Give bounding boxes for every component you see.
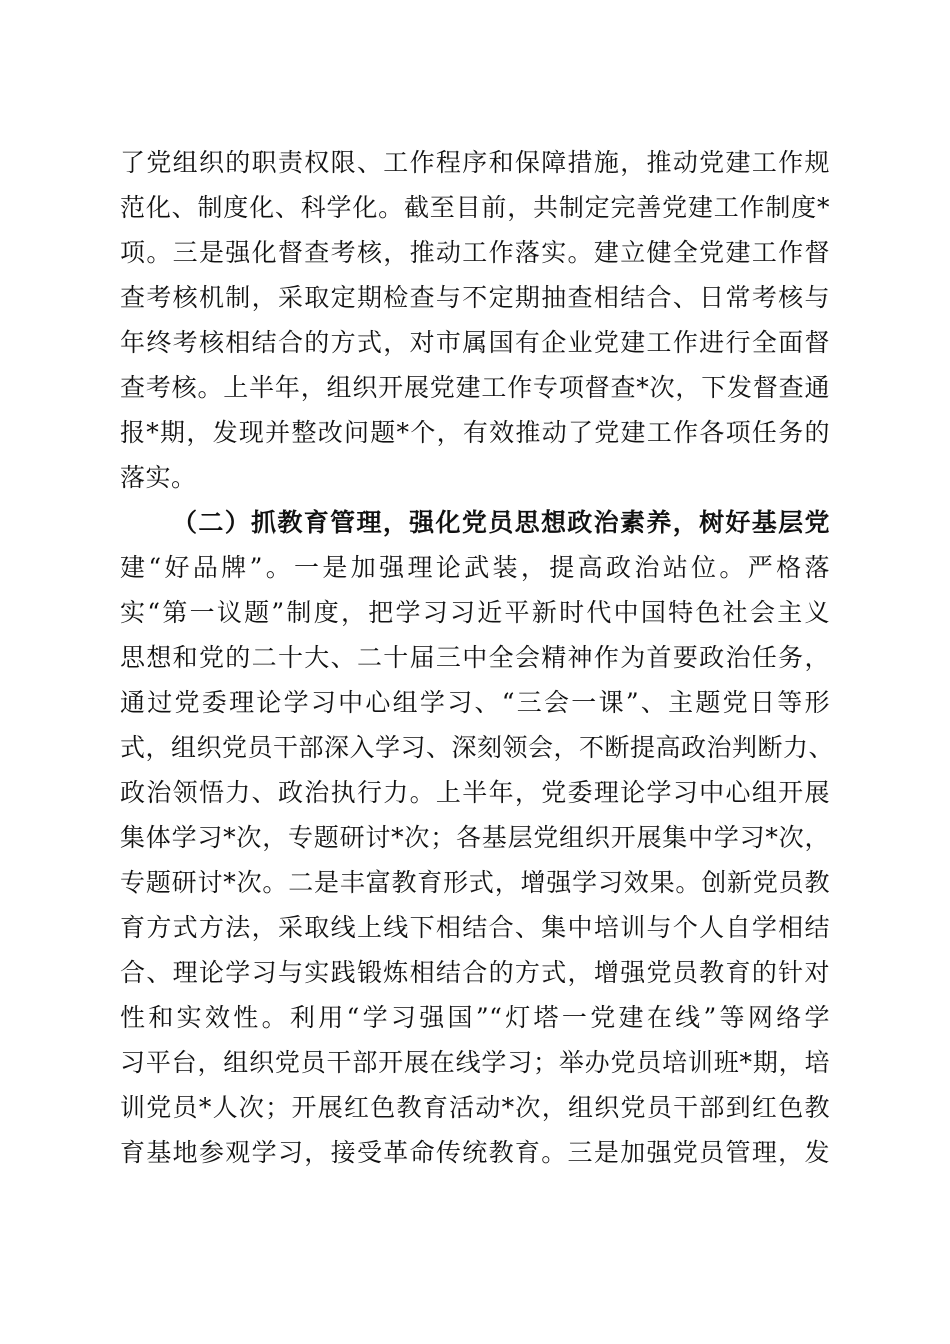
paragraph-line: 育方式方法，采取线上线下相结合、集中培训与个人自学相结	[120, 913, 830, 942]
paragraph-line: 集体学习*次，专题研讨*次；各基层党组织开展集中学习*次，	[120, 823, 830, 852]
paragraph-line: 政治领悟力、政治执行力。上半年，党委理论学习中心组开展	[120, 778, 830, 807]
paragraph-line: 育基地参观学习，接受革命传统教育。三是加强党员管理，发	[120, 1138, 830, 1167]
paragraph-line: 性和实效性。利用“学习强国”“灯塔一党建在线”等网络学	[120, 1003, 830, 1032]
paragraph-line: 范化、制度化、科学化。截至目前，共制定完善党建工作制度*	[120, 193, 830, 222]
paragraph-1	[120, 140, 830, 500]
section-heading-line: （二）抓教育管理，强化党员思想政治素养，树好基层党	[172, 508, 830, 537]
paragraph-line: 查考核。上半年，组织开展党建工作专项督查*次，下发督查通	[120, 373, 830, 402]
paragraph-line: 建“好品牌”。一是加强理论武装，提高政治站位。严格落	[120, 553, 830, 582]
paragraph-line: 训党员*人次；开展红色教育活动*次，组织党员干部到红色教	[120, 1093, 830, 1122]
paragraph-line: 年终考核相结合的方式，对市属国有企业党建工作进行全面督	[120, 328, 830, 357]
paragraph-line: 合、理论学习与实践锻炼相结合的方式，增强党员教育的针对	[120, 958, 830, 987]
document-body	[120, 140, 835, 1175]
paragraph-line: 专题研讨*次。二是丰富教育形式，增强学习效果。创新党员教	[120, 868, 830, 897]
paragraph-2	[120, 500, 835, 1175]
paragraph-line: 通过党委理论学习中心组学习、“三会一课”、主题党日等形	[120, 688, 830, 717]
paragraph-line: 思想和党的二十大、二十届三中全会精神作为首要政治任务，	[120, 643, 830, 672]
paragraph-line: 项。三是强化督查考核，推动工作落实。建立健全党建工作督	[120, 238, 830, 267]
paragraph-line: 习平台，组织党员干部开展在线学习；举办党员培训班*期，培	[120, 1048, 830, 1077]
paragraph-line: 查考核机制，采取定期检查与不定期抽查相结合、日常考核与	[120, 283, 830, 312]
paragraph-line: 报*期，发现并整改问题*个，有效推动了党建工作各项任务的	[120, 418, 830, 447]
paragraph-line: 落实。	[120, 463, 197, 492]
paragraph-line: 了党组织的职责权限、工作程序和保障措施，推动党建工作规	[120, 148, 830, 177]
paragraph-line: 实“第一议题”制度，把学习习近平新时代中国特色社会主义	[120, 598, 830, 627]
paragraph-line: 式，组织党员干部深入学习、深刻领会，不断提高政治判断力、	[120, 733, 835, 762]
